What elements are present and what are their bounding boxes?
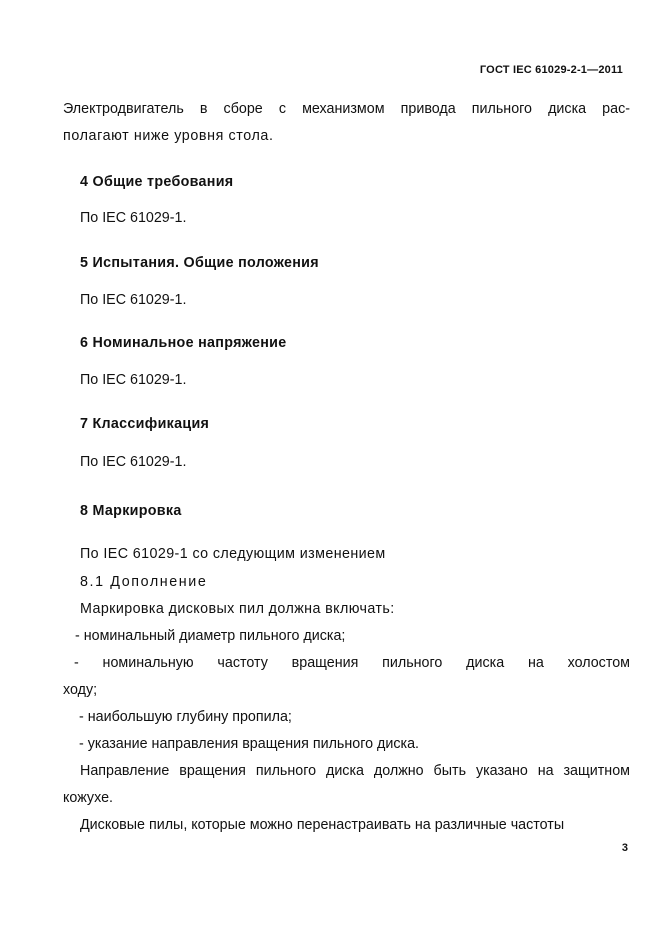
intro-line-2: полагают ниже уровня стола. xyxy=(63,128,274,144)
page-number: 3 xyxy=(621,842,628,854)
direction-paragraph-line-2: кожухе. xyxy=(63,790,113,806)
section-6-body: По IEC 61029-1. xyxy=(80,372,187,388)
section-8-heading: 8 Маркировка xyxy=(80,503,182,519)
list-item-speed-line-1: - номинальную частоту вращения пильного диска на холостом xyxy=(74,655,630,671)
section-5-heading: 5 Испытания. Общие положения xyxy=(80,255,319,271)
list-item-depth: - наибольшую глубину пропила; xyxy=(79,709,292,725)
saws-paragraph-line-1: Дисковые пилы, которые можно перенастраивать на различные частоты xyxy=(80,817,565,833)
list-item-speed-line-2: ходу; xyxy=(63,682,98,698)
section-4-heading: 4 Общие требования xyxy=(80,174,234,190)
intro-line-1: Электродвигатель в сборе с механизмом привода пильного диска рас- xyxy=(63,101,630,117)
direction-paragraph-line-1: Направление вращения пильного диска должно быть указано на защитном xyxy=(80,763,630,779)
clause-8-1-lead: Маркировка дисковых пил должна включать: xyxy=(80,601,395,617)
section-4-body: По IEC 61029-1. xyxy=(80,210,187,226)
section-7-body: По IEC 61029-1. xyxy=(80,454,187,470)
clause-8-1-title: 8.1 Дополнение xyxy=(80,574,208,590)
section-5-body: По IEC 61029-1. xyxy=(80,292,187,308)
section-8-body: По IEC 61029-1 со следующим изменением xyxy=(80,546,386,562)
list-item-direction: - указание направления вращения пильного диска. xyxy=(79,736,420,752)
section-7-heading: 7 Классификация xyxy=(80,416,210,432)
list-item-diameter: - номинальный диаметр пильного диска; xyxy=(75,628,346,644)
section-6-heading: 6 Номинальное напряжение xyxy=(80,335,287,351)
document-code-header: ГОСТ IEC 61029-2-1—2011 xyxy=(479,64,623,76)
